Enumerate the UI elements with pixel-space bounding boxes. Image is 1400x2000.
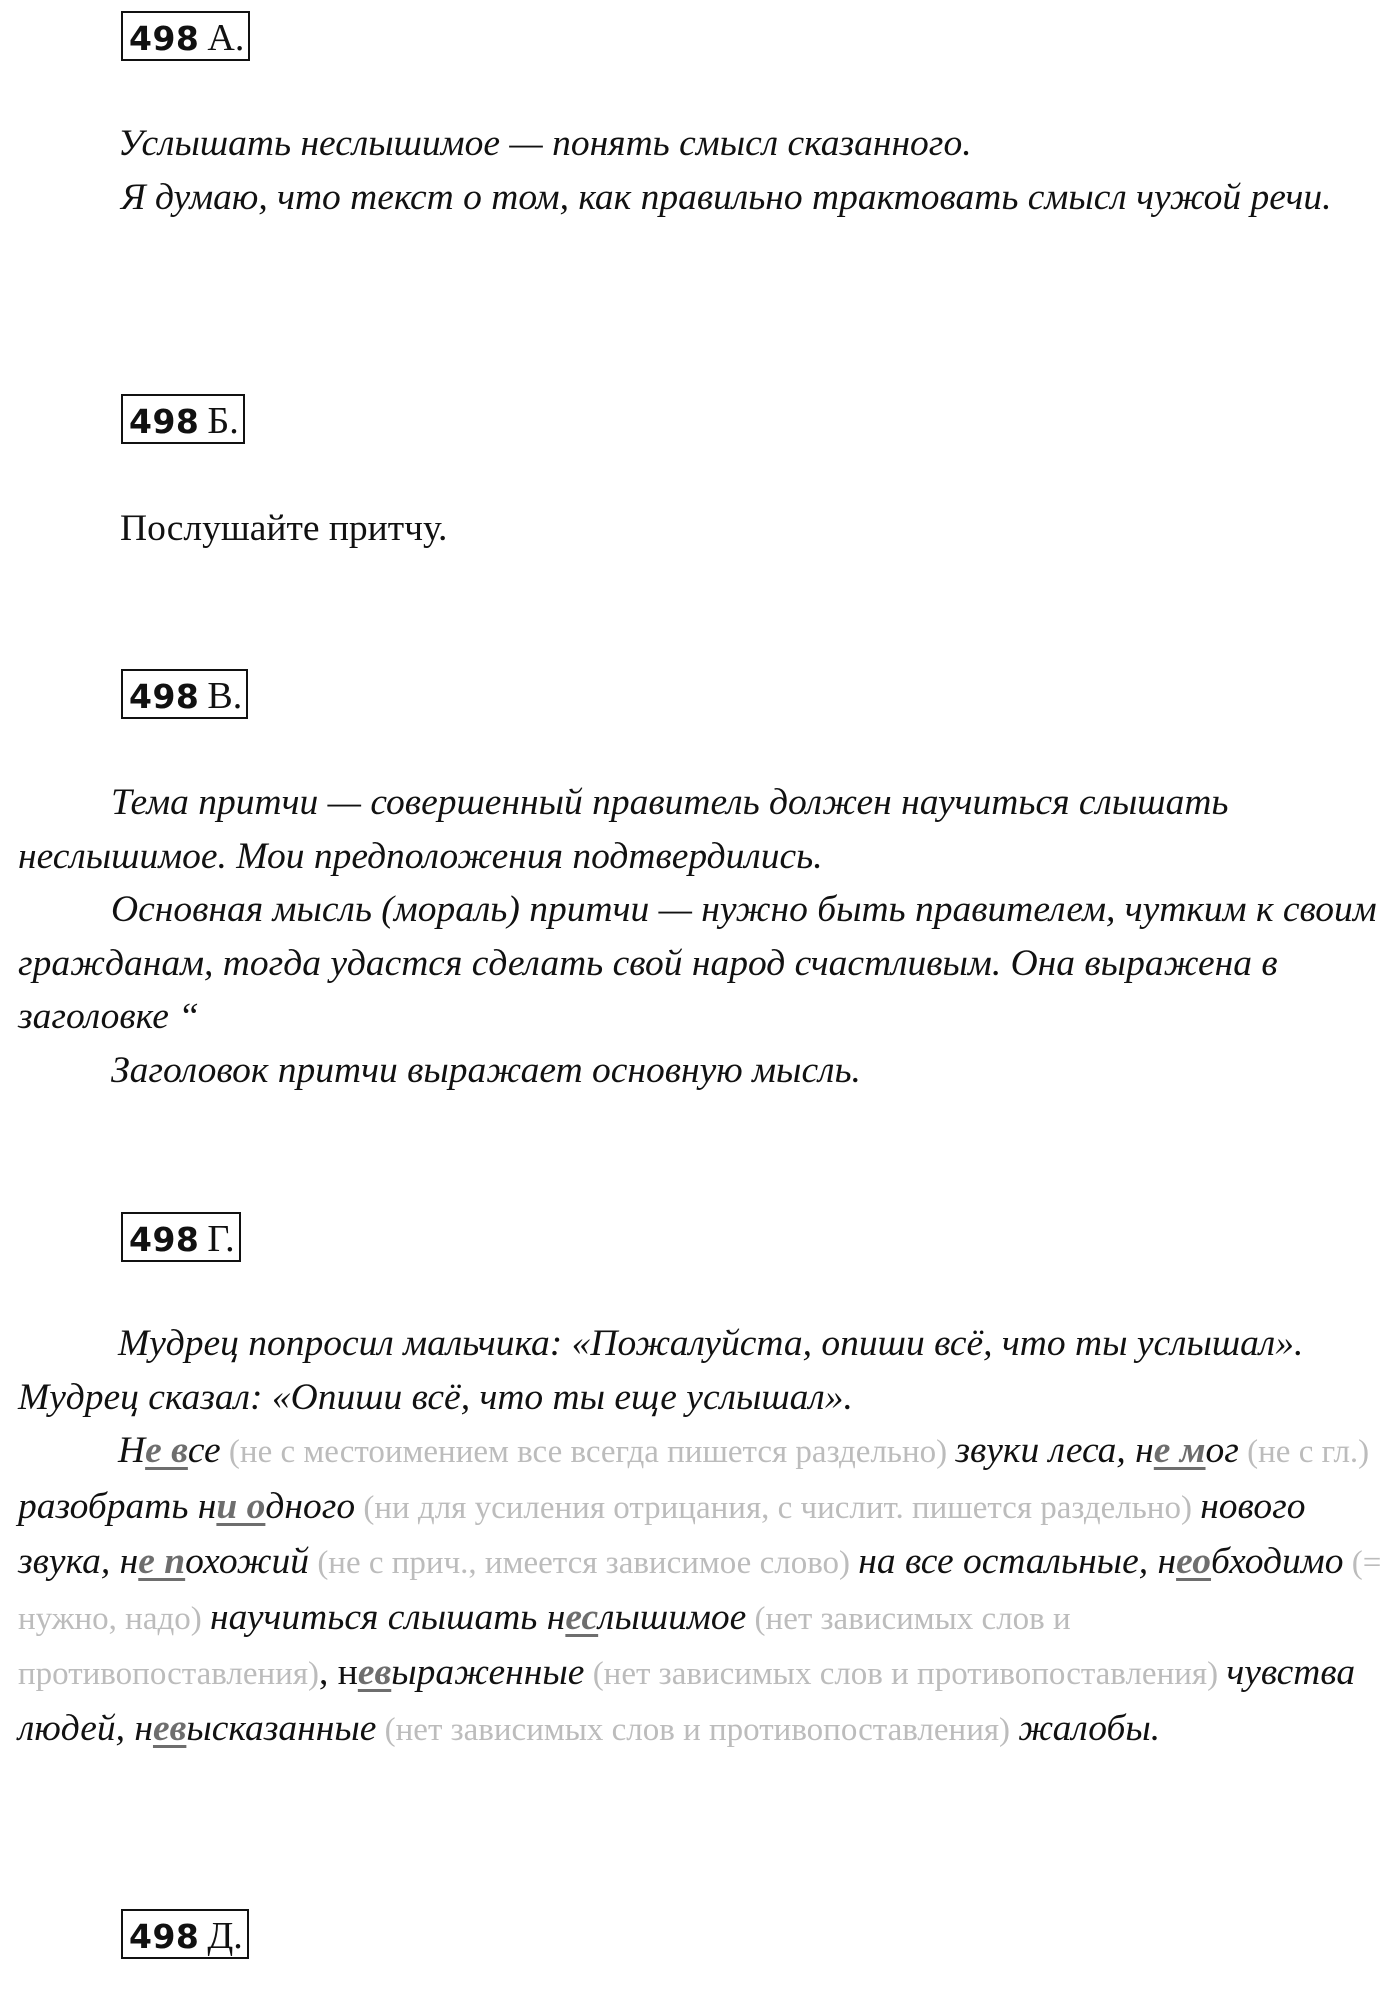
section-a-text bbox=[18, 117, 1388, 224]
paragraph: Заголовок притчи выражает основную мысль. bbox=[111, 1049, 861, 1091]
spelling-highlight: е в bbox=[145, 1430, 188, 1471]
text-segment: дного bbox=[265, 1485, 356, 1527]
spelling-highlight: е м bbox=[1153, 1430, 1206, 1471]
text-segment: бходимо bbox=[1210, 1541, 1344, 1582]
text-segment: разобрать н bbox=[18, 1485, 217, 1527]
spelling-highlight: ев bbox=[357, 1652, 392, 1693]
spelling-highlight: ео bbox=[1176, 1541, 1211, 1582]
exercise-label-g bbox=[121, 1212, 241, 1262]
exercise-letter: В. bbox=[207, 675, 243, 717]
exercise-label-v bbox=[121, 669, 248, 719]
text-segment: лышимое bbox=[598, 1596, 747, 1638]
grammar-note: (не с прич., имеется зависимое слово) bbox=[309, 1545, 859, 1581]
text-segment: ыраженные bbox=[391, 1652, 585, 1693]
grammar-note: (нет зависимых слов и противопоставления) bbox=[584, 1656, 1227, 1692]
text-segment: Н bbox=[118, 1430, 146, 1471]
paragraph: Я думаю, что текст о том, как правильно трактовать смысл чужой речи. bbox=[121, 176, 1332, 218]
exercise-number: 498 bbox=[129, 1917, 200, 1956]
spelling-highlight: ес bbox=[565, 1596, 599, 1638]
section-v-text bbox=[18, 776, 1388, 1097]
paragraph: Услышать неслышимое — понять смысл сказанного. bbox=[118, 123, 972, 164]
exercise-label-b bbox=[121, 394, 245, 444]
exercise-number: 498 bbox=[129, 402, 200, 441]
text-segment: ысказанные bbox=[186, 1707, 377, 1749]
text-segment: жалобы. bbox=[1018, 1707, 1161, 1749]
text-segment: чувства людей, н bbox=[18, 1652, 1356, 1749]
exercise-letter: Д. bbox=[207, 1915, 243, 1957]
grammar-note: (не с местоимением все всегда пишется раздельно) bbox=[220, 1434, 956, 1470]
grammar-note: (нет зависимых слов и противопоставления) bbox=[376, 1711, 1019, 1748]
spelling-highlight: ев bbox=[152, 1707, 187, 1749]
text-segment: ог bbox=[1205, 1430, 1239, 1471]
text-segment: на все остальные, н bbox=[858, 1541, 1177, 1582]
grammar-note: (ни для усиления отрицания, с числит. пишется раздельно) bbox=[355, 1489, 1201, 1526]
exercise-letter: А. bbox=[207, 17, 245, 59]
grammar-note: (не с гл.) bbox=[1238, 1434, 1370, 1470]
paragraph: Мудрец попросил мальчика: «Пожалуйста, опиши всё, что ты услышал». Мудрец сказал: «Опиши всё, что ты еще услышал». bbox=[18, 1323, 1304, 1418]
grammar-note: (нет зависимых слов и противопоставления) bbox=[18, 1600, 1071, 1692]
section-g-text bbox=[18, 1317, 1388, 1757]
exercise-number: 498 bbox=[129, 19, 200, 58]
text-segment: , н bbox=[319, 1652, 358, 1693]
analysis-paragraph bbox=[18, 1424, 1388, 1757]
exercise-letter: Б. bbox=[207, 400, 239, 442]
text-segment: научиться слышать н bbox=[210, 1596, 566, 1638]
exercise-number: 498 bbox=[129, 677, 200, 716]
paragraph: Тема притчи — совершенный правитель должен научиться слышать неслышимое. Мои предположения подтвердились. bbox=[18, 782, 1229, 877]
text-segment: се bbox=[187, 1430, 221, 1471]
text-segment: охожий bbox=[185, 1541, 310, 1582]
section-b-text bbox=[18, 502, 1388, 556]
paragraph: Послушайте притчу. bbox=[120, 508, 448, 549]
exercise-letter: Г. bbox=[207, 1218, 235, 1260]
exercise-label-d bbox=[121, 1909, 249, 1959]
exercise-label-a bbox=[121, 11, 250, 61]
spelling-highlight: е п bbox=[138, 1541, 186, 1582]
text-segment: нового звука, н bbox=[18, 1485, 1306, 1582]
spelling-highlight: и о bbox=[216, 1485, 266, 1527]
text-segment: звуки леса, н bbox=[955, 1430, 1154, 1471]
grammar-note: (= нужно, надо) bbox=[18, 1545, 1382, 1637]
exercise-number: 498 bbox=[129, 1220, 200, 1259]
paragraph: Основная мысль (мораль) притчи — нужно быть правителем, чутким к своим гражданам, тогда удастся сделать свой народ счастливым. Она выражена в заголовке “ bbox=[18, 889, 1377, 1037]
